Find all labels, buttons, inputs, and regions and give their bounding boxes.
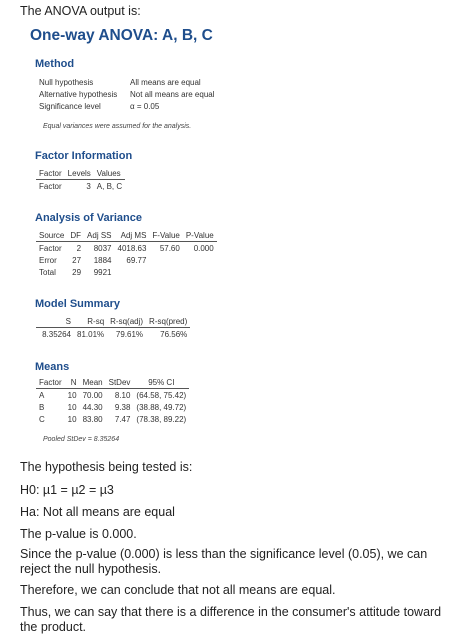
table-header: Factor	[36, 377, 65, 389]
table-header: Source	[36, 230, 67, 242]
method-label-null: Null hypothesis	[39, 78, 94, 87]
table-cell: 8.10	[114, 390, 131, 400]
table-cell: 10	[67, 390, 77, 400]
means-title: Means	[35, 361, 70, 373]
table-row	[36, 328, 190, 341]
table-cell	[115, 266, 150, 278]
table-cell: 27	[72, 255, 82, 265]
method-note: Equal variances were assumed for the analysis.	[43, 123, 192, 130]
table-header: 95% CI	[133, 377, 189, 389]
table-cell	[183, 254, 217, 266]
model-summary-title: Model Summary	[35, 298, 120, 310]
paragraph-conclusion: Therefore, we can conclude that not all means are equal.	[20, 583, 336, 597]
table-cell: 0.000	[193, 243, 214, 253]
method-value-alt: Not all means are equal	[130, 90, 215, 99]
table-header: StDev	[106, 377, 134, 389]
paragraph-alt-hypothesis: Ha: Not all means are equal	[20, 505, 175, 519]
method-value-null: All means are equal	[130, 78, 201, 87]
table-header: DF	[67, 230, 84, 242]
table-header: R-sq(pred)	[146, 316, 190, 328]
table-header: S	[36, 316, 74, 328]
table-cell: 81.01%	[77, 329, 105, 339]
model-summary-table	[36, 316, 190, 340]
table-header: Values	[94, 168, 125, 180]
table-cell: 70.00	[82, 390, 103, 400]
table-header: Factor	[36, 168, 65, 180]
table-cell: 7.47	[114, 414, 131, 424]
paragraph-decision: Since the p-value (0.000) is less than the significance level (0.05), we can reject the null hypothesis.	[20, 547, 428, 576]
table-cell: 8.35264	[42, 329, 71, 339]
paragraph-p-value: The p-value is 0.000.	[20, 527, 137, 541]
table-row	[36, 254, 217, 266]
table-header: Adj SS	[84, 230, 114, 242]
table-header: Adj MS	[115, 230, 150, 242]
table-header: P-Value	[183, 230, 217, 242]
method-label-alt: Alternative hypothesis	[39, 90, 118, 99]
table-row	[36, 413, 189, 425]
paragraph-null-hypothesis: H0: µ1 = µ2 = µ3	[20, 483, 114, 497]
table-cell: (78.38, 89.22)	[136, 414, 187, 424]
factor-info-table	[36, 168, 125, 192]
table-cell: Factor	[39, 243, 62, 253]
means-table	[36, 377, 189, 425]
table-cell: (64.58, 75.42)	[136, 390, 187, 400]
paragraph-final: Thus, we can say that there is a difference in the consumer's attitude toward the product.	[20, 605, 442, 634]
anova-table	[36, 230, 217, 278]
table-row	[36, 389, 189, 402]
method-value-sig: α = 0.05	[130, 102, 160, 111]
table-cell	[183, 266, 217, 278]
table-cell	[149, 254, 182, 266]
table-row	[36, 266, 217, 278]
anova-title: Analysis of Variance	[35, 212, 142, 224]
table-cell: 44.30	[82, 402, 103, 412]
table-cell: Total	[39, 267, 56, 277]
method-title: Method	[35, 58, 75, 70]
table-cell: 3	[86, 181, 91, 191]
table-cell: A	[39, 390, 45, 400]
table-header: F-Value	[149, 230, 182, 242]
table-cell: 10	[67, 414, 77, 424]
table-cell: (38.88, 49.72)	[136, 402, 187, 412]
factor-info-title: Factor Information	[35, 150, 133, 162]
table-cell: A, B, C	[96, 181, 123, 191]
table-cell: 69.77	[126, 255, 147, 265]
table-cell: 57.60	[159, 243, 180, 253]
table-cell: 9.38	[114, 402, 131, 412]
method-label-sig: Significance level	[39, 102, 101, 111]
table-cell: 29	[72, 267, 82, 277]
pooled-stdev-note: Pooled StDev = 8.35264	[43, 436, 120, 443]
table-cell	[149, 266, 182, 278]
table-cell: 2	[76, 243, 82, 253]
table-cell: Factor	[39, 181, 62, 191]
table-cell: 76.56%	[160, 329, 188, 339]
table-cell: C	[39, 414, 45, 424]
table-cell: Error	[39, 255, 57, 265]
table-header: R-sq(adj)	[107, 316, 146, 328]
table-header: N	[65, 377, 80, 389]
table-header: Mean	[80, 377, 106, 389]
table-cell: 83.80	[82, 414, 103, 424]
table-header: R-sq	[74, 316, 107, 328]
table-row	[36, 180, 125, 193]
table-cell: B	[39, 402, 45, 412]
table-cell: 8037	[93, 243, 112, 253]
paragraph-hypothesis-intro: The hypothesis being tested is:	[20, 460, 193, 474]
table-row	[36, 242, 217, 255]
table-cell: 4018.63	[117, 243, 147, 253]
table-cell: 79.61%	[115, 329, 144, 339]
intro-text: The ANOVA output is:	[20, 4, 141, 18]
output-title: One-way ANOVA: A, B, C	[30, 27, 213, 44]
table-row	[36, 401, 189, 413]
table-cell: 10	[67, 402, 77, 412]
table-cell: 1884	[93, 255, 112, 265]
table-header: Levels	[65, 168, 94, 180]
table-cell: 9921	[93, 267, 112, 277]
